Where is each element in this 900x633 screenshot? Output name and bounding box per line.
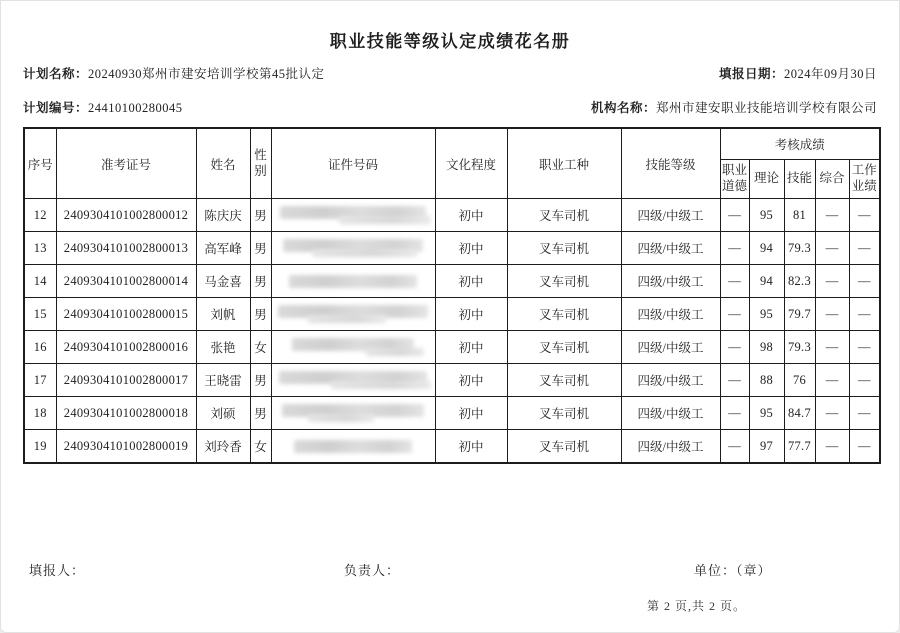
table-row: [24, 199, 880, 232]
col-header-level: 技能等级: [621, 128, 720, 199]
cell-id-number-redacted: [271, 298, 435, 331]
cell-exam-no: 2409304101002800015: [56, 298, 196, 331]
cell-exam-no: 2409304101002800014: [56, 265, 196, 298]
cell-score-skill: 81: [784, 199, 815, 232]
cell-id-number-redacted: [271, 364, 435, 397]
cell-seq: 15: [24, 298, 56, 331]
cell-score-comprehensive: —: [815, 430, 849, 464]
document-meta: [23, 68, 877, 114]
col-header-exam-no: 准考证号: [56, 128, 196, 199]
cell-level: 四级/中级工: [621, 232, 720, 265]
cell-score-ethics: —: [720, 199, 749, 232]
cell-name: 刘硕: [196, 397, 250, 430]
redaction-blur-secondary: [339, 216, 431, 224]
table-row: [24, 265, 880, 298]
cell-exam-no: 2409304101002800013: [56, 232, 196, 265]
cell-score-skill: 76: [784, 364, 815, 397]
table-row: [24, 364, 880, 397]
cell-score-theory: 95: [749, 298, 784, 331]
cell-name: 刘帆: [196, 298, 250, 331]
cell-id-number-redacted: [271, 199, 435, 232]
page-title: 职业技能等级认定成绩花名册: [329, 32, 571, 51]
plan-number: [23, 102, 183, 115]
cell-score-work: —: [849, 430, 880, 464]
cell-score-skill: 77.7: [784, 430, 815, 464]
cell-score-ethics: —: [720, 397, 749, 430]
org-name: [591, 102, 877, 115]
cell-score-theory: 88: [749, 364, 784, 397]
cell-occupation: 叉车司机: [507, 364, 621, 397]
cell-education: 初中: [435, 232, 507, 265]
unit-seal-label: 单位：（章）: [694, 563, 772, 578]
redaction-blur-secondary: [308, 414, 374, 422]
redaction-blur: [294, 440, 412, 453]
table-row: [24, 331, 880, 364]
report-date-label: 填报日期：: [718, 67, 784, 81]
col-header-education: 文化程度: [435, 128, 507, 199]
cell-id-number-redacted: [271, 397, 435, 430]
cell-score-skill: 79.3: [784, 232, 815, 265]
cell-score-work: —: [849, 364, 880, 397]
cell-level: 四级/中级工: [621, 364, 720, 397]
cell-id-number-redacted: [271, 265, 435, 298]
cell-score-comprehensive: —: [815, 364, 849, 397]
cell-level: 四级/中级工: [621, 199, 720, 232]
cell-education: 初中: [435, 199, 507, 232]
table-row: [24, 397, 880, 430]
cell-gender: 男: [250, 232, 271, 265]
cell-occupation: 叉车司机: [507, 397, 621, 430]
col-header-theory: 理论: [749, 160, 784, 199]
cell-exam-no: 2409304101002800016: [56, 331, 196, 364]
cell-seq: 18: [24, 397, 56, 430]
cell-name: 陈庆庆: [196, 199, 250, 232]
plan-name-label: 计划名称：: [23, 67, 89, 81]
meta-row-2: [23, 102, 877, 115]
cell-gender: 女: [250, 331, 271, 364]
manager-label: 负责人：: [344, 563, 401, 578]
cell-score-work: —: [849, 331, 880, 364]
cell-education: 初中: [435, 331, 507, 364]
cell-score-work: —: [849, 397, 880, 430]
cell-exam-no: 2409304101002800017: [56, 364, 196, 397]
cell-seq: 16: [24, 331, 56, 364]
cell-exam-no: 2409304101002800019: [56, 430, 196, 464]
cell-score-comprehensive: —: [815, 232, 849, 265]
col-header-seq: 序号: [24, 128, 56, 199]
results-table-body: [24, 199, 880, 464]
filler-label: 填报人：: [29, 563, 86, 578]
results-table: [23, 127, 881, 464]
col-header-gender: 性别: [250, 128, 271, 199]
cell-name: 王晓雷: [196, 364, 250, 397]
report-date-value: 2024年09月30日: [783, 67, 877, 81]
cell-seq: 13: [24, 232, 56, 265]
cell-id-number-redacted: [271, 331, 435, 364]
cell-occupation: 叉车司机: [507, 331, 621, 364]
cell-education: 初中: [435, 364, 507, 397]
plan-name: [23, 68, 325, 81]
cell-education: 初中: [435, 397, 507, 430]
col-header-ethics: 职业道德: [720, 160, 749, 199]
plan-number-label: 计划编号：: [23, 100, 89, 115]
cell-score-theory: 98: [749, 331, 784, 364]
cell-education: 初中: [435, 265, 507, 298]
cell-score-ethics: —: [720, 265, 749, 298]
cell-score-theory: 94: [749, 232, 784, 265]
cell-score-work: —: [849, 298, 880, 331]
cell-name: 张艳: [196, 331, 250, 364]
redaction-blur-secondary: [308, 315, 386, 323]
cell-seq: 14: [24, 265, 56, 298]
table-header: [24, 128, 880, 199]
plan-name-value: 20240930郑州市建安培训学校第45批认定: [88, 67, 325, 81]
redaction-blur-secondary: [313, 249, 417, 257]
cell-score-work: —: [849, 265, 880, 298]
col-header-skill: 技能: [784, 160, 815, 199]
cell-name: 马金喜: [196, 265, 250, 298]
cell-score-ethics: —: [720, 232, 749, 265]
cell-gender: 男: [250, 397, 271, 430]
cell-level: 四级/中级工: [621, 265, 720, 298]
cell-name: 高军峰: [196, 232, 250, 265]
col-header-id-no: 证件号码: [271, 128, 435, 199]
table-row: [24, 430, 880, 464]
redaction-blur: [289, 275, 417, 288]
cell-level: 四级/中级工: [621, 298, 720, 331]
redaction-blur-secondary: [331, 381, 431, 389]
table-row: [24, 232, 880, 265]
cell-score-theory: 94: [749, 265, 784, 298]
col-header-comprehensive: 综合: [815, 160, 849, 199]
cell-score-comprehensive: —: [815, 331, 849, 364]
col-header-work: 工作业绩: [849, 160, 880, 199]
cell-score-comprehensive: —: [815, 199, 849, 232]
cell-id-number-redacted: [271, 430, 435, 464]
cell-level: 四级/中级工: [621, 331, 720, 364]
cell-seq: 12: [24, 199, 56, 232]
cell-level: 四级/中级工: [621, 430, 720, 464]
cell-score-skill: 79.7: [784, 298, 815, 331]
cell-occupation: 叉车司机: [507, 298, 621, 331]
cell-name: 刘玲香: [196, 430, 250, 464]
org-name-label: 机构名称：: [590, 100, 656, 115]
cell-occupation: 叉车司机: [507, 265, 621, 298]
cell-level: 四级/中级工: [621, 397, 720, 430]
cell-education: 初中: [435, 298, 507, 331]
cell-score-ethics: —: [720, 430, 749, 464]
meta-row-1: [23, 68, 877, 81]
cell-score-ethics: —: [720, 298, 749, 331]
cell-score-theory: 95: [749, 199, 784, 232]
org-name-value: 郑州市建安职业技能培训学校有限公司: [655, 100, 877, 115]
cell-score-skill: 82.3: [784, 265, 815, 298]
cell-score-skill: 79.3: [784, 331, 815, 364]
col-header-scores-group: 考核成绩: [720, 128, 880, 160]
cell-gender: 男: [250, 364, 271, 397]
table-row: [24, 298, 880, 331]
plan-number-value: 24410100280045: [88, 100, 183, 115]
cell-exam-no: 2409304101002800012: [56, 199, 196, 232]
cell-occupation: 叉车司机: [507, 199, 621, 232]
cell-score-comprehensive: —: [815, 397, 849, 430]
cell-score-theory: 95: [749, 397, 784, 430]
cell-score-work: —: [849, 199, 880, 232]
cell-score-theory: 97: [749, 430, 784, 464]
cell-occupation: 叉车司机: [507, 232, 621, 265]
cell-gender: 男: [250, 265, 271, 298]
col-header-name: 姓名: [196, 128, 250, 199]
report-date: [719, 68, 877, 81]
cell-score-comprehensive: —: [815, 298, 849, 331]
cell-score-comprehensive: —: [815, 265, 849, 298]
col-header-occupation: 职业工种: [507, 128, 621, 199]
cell-education: 初中: [435, 430, 507, 464]
cell-score-ethics: —: [720, 331, 749, 364]
cell-gender: 男: [250, 199, 271, 232]
page-number-info: 第 2 页,共 2 页。: [647, 599, 747, 613]
cell-gender: 女: [250, 430, 271, 464]
redaction-blur-secondary: [366, 348, 424, 356]
cell-score-skill: 84.7: [784, 397, 815, 430]
cell-seq: 17: [24, 364, 56, 397]
cell-id-number-redacted: [271, 232, 435, 265]
cell-occupation: 叉车司机: [507, 430, 621, 464]
cell-exam-no: 2409304101002800018: [56, 397, 196, 430]
cell-score-ethics: —: [720, 364, 749, 397]
cell-score-work: —: [849, 232, 880, 265]
cell-seq: 19: [24, 430, 56, 464]
cell-gender: 男: [250, 298, 271, 331]
